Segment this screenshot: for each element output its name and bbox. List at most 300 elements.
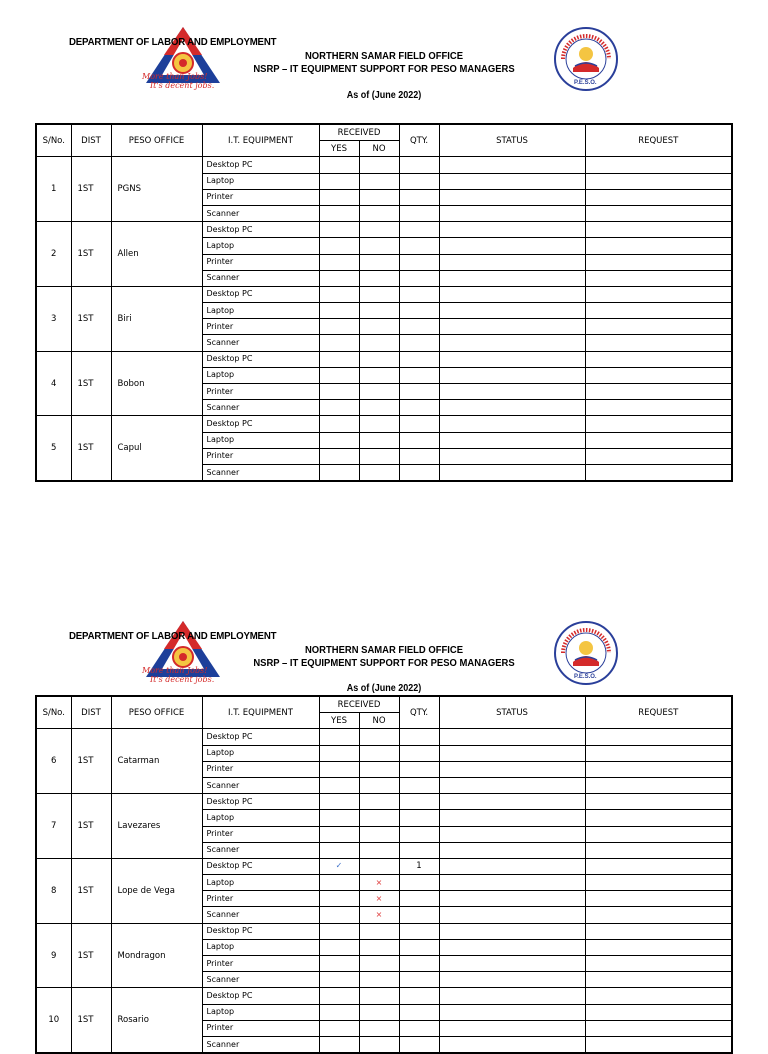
received-no-cell[interactable] — [359, 810, 399, 826]
received-yes-cell[interactable] — [319, 400, 359, 416]
request-cell[interactable] — [585, 448, 732, 464]
received-no-cell[interactable] — [359, 923, 399, 939]
qty-cell[interactable] — [399, 972, 439, 988]
col-request: REQUEST — [585, 124, 732, 157]
received-no-cell[interactable] — [359, 761, 399, 777]
received-no-cell[interactable] — [359, 1036, 399, 1053]
qty-cell[interactable] — [399, 400, 439, 416]
sno-cell: 1 — [36, 157, 71, 222]
equipment-cell: Laptop — [202, 939, 319, 955]
col-sno: S/No. — [36, 696, 71, 729]
col-office: PESO OFFICE — [111, 124, 202, 157]
qty-cell[interactable] — [399, 794, 439, 810]
as-of-date: As of (June 2022) — [346, 90, 422, 101]
office-cell: Capul — [111, 416, 202, 481]
equipment-cell: Desktop PC — [202, 416, 319, 432]
received-yes-cell[interactable] — [319, 988, 359, 1004]
request-cell[interactable] — [585, 1004, 732, 1020]
received-no-cell[interactable] — [359, 173, 399, 189]
equipment-cell: Printer — [202, 319, 319, 335]
qty-cell[interactable] — [399, 351, 439, 367]
status-cell[interactable] — [439, 432, 585, 448]
office-cell: Allen — [111, 222, 202, 287]
equipment-cell: Printer — [202, 891, 319, 907]
status-cell[interactable] — [439, 400, 585, 416]
qty-cell[interactable] — [399, 1036, 439, 1053]
received-no-cell[interactable] — [359, 826, 399, 842]
equipment-cell: Desktop PC — [202, 222, 319, 238]
request-cell[interactable] — [585, 238, 732, 254]
qty-cell[interactable] — [399, 777, 439, 793]
equipment-cell: Laptop — [202, 238, 319, 254]
received-yes-cell[interactable] — [319, 205, 359, 221]
table-row — [36, 858, 732, 874]
received-yes-cell[interactable] — [319, 270, 359, 286]
qty-cell[interactable] — [399, 448, 439, 464]
status-cell[interactable] — [439, 464, 585, 481]
equipment-cell: Laptop — [202, 367, 319, 383]
request-cell[interactable] — [585, 432, 732, 448]
received-no-cell[interactable] — [359, 939, 399, 955]
received-no-cell[interactable] — [359, 729, 399, 745]
received-no-cell[interactable] — [359, 794, 399, 810]
status-cell[interactable] — [439, 189, 585, 205]
received-yes-cell[interactable] — [319, 189, 359, 205]
col-equipment: I.T. EQUIPMENT — [202, 696, 319, 729]
col-yes: YES — [319, 141, 359, 157]
request-cell[interactable] — [585, 972, 732, 988]
qty-cell[interactable] — [399, 432, 439, 448]
col-no: NO — [359, 713, 399, 729]
received-no-cell[interactable] — [359, 189, 399, 205]
received-yes-cell[interactable] — [319, 384, 359, 400]
qty-cell[interactable] — [399, 826, 439, 842]
received-yes-cell[interactable] — [319, 286, 359, 302]
received-no-cell[interactable] — [359, 972, 399, 988]
qty-cell[interactable] — [399, 907, 439, 923]
request-cell[interactable] — [585, 189, 732, 205]
cross-icon[interactable]: × — [359, 907, 399, 923]
received-no-cell[interactable] — [359, 1004, 399, 1020]
equipment-cell: Printer — [202, 189, 319, 205]
received-no-cell[interactable] — [359, 956, 399, 972]
equipment-table — [35, 695, 733, 1054]
request-cell[interactable] — [585, 351, 732, 367]
equipment-cell: Scanner — [202, 270, 319, 286]
qty-cell[interactable] — [399, 988, 439, 1004]
table-row — [36, 222, 732, 238]
received-yes-cell[interactable] — [319, 810, 359, 826]
dist-cell: 1ST — [71, 794, 111, 859]
received-no-cell[interactable] — [359, 400, 399, 416]
equipment-cell: Scanner — [202, 777, 319, 793]
request-cell[interactable] — [585, 384, 732, 400]
received-no-cell[interactable] — [359, 988, 399, 1004]
qty-cell[interactable] — [399, 729, 439, 745]
equipment-cell: Scanner — [202, 400, 319, 416]
request-cell[interactable] — [585, 907, 732, 923]
received-yes-cell[interactable] — [319, 923, 359, 939]
equipment-cell: Scanner — [202, 205, 319, 221]
status-cell[interactable] — [439, 810, 585, 826]
status-cell[interactable] — [439, 1036, 585, 1053]
qty-cell[interactable] — [399, 464, 439, 481]
qty-cell[interactable] — [399, 939, 439, 955]
received-yes-cell[interactable] — [319, 238, 359, 254]
received-yes-cell[interactable] — [319, 956, 359, 972]
received-yes-cell[interactable] — [319, 826, 359, 842]
received-no-cell[interactable] — [359, 367, 399, 383]
received-yes-cell[interactable] — [319, 794, 359, 810]
received-yes-cell[interactable] — [319, 335, 359, 351]
received-no-cell[interactable] — [359, 335, 399, 351]
received-yes-cell[interactable] — [319, 761, 359, 777]
qty-cell[interactable] — [399, 173, 439, 189]
received-yes-cell[interactable] — [319, 1020, 359, 1036]
received-yes-cell[interactable] — [319, 157, 359, 173]
received-yes-cell[interactable] — [319, 351, 359, 367]
request-cell[interactable] — [585, 335, 732, 351]
received-yes-cell[interactable] — [319, 173, 359, 189]
office-cell: Lope de Vega — [111, 858, 202, 923]
status-cell[interactable] — [439, 335, 585, 351]
table-row — [36, 416, 732, 432]
request-cell[interactable] — [585, 1020, 732, 1036]
status-cell[interactable] — [439, 988, 585, 1004]
request-cell[interactable] — [585, 810, 732, 826]
request-cell[interactable] — [585, 761, 732, 777]
qty-cell[interactable] — [399, 286, 439, 302]
equipment-cell: Desktop PC — [202, 988, 319, 1004]
status-cell[interactable] — [439, 173, 585, 189]
received-yes-cell[interactable] — [319, 842, 359, 858]
sno-cell: 7 — [36, 794, 71, 859]
table-row — [36, 988, 732, 1004]
col-yes: YES — [319, 713, 359, 729]
program-title: NSRP – IT EQUIPMENT SUPPORT FOR PESO MANAGERS — [253, 657, 515, 669]
office-cell: Mondragon — [111, 923, 202, 988]
received-no-cell[interactable] — [359, 303, 399, 319]
received-no-cell[interactable] — [359, 858, 399, 874]
status-cell[interactable] — [439, 875, 585, 891]
qty-cell[interactable] — [399, 891, 439, 907]
received-yes-cell[interactable] — [319, 972, 359, 988]
equipment-cell: Scanner — [202, 907, 319, 923]
equipment-cell: Desktop PC — [202, 923, 319, 939]
request-cell[interactable] — [585, 794, 732, 810]
request-cell[interactable] — [585, 956, 732, 972]
sno-cell: 6 — [36, 729, 71, 794]
request-cell[interactable] — [585, 875, 732, 891]
status-cell[interactable] — [439, 448, 585, 464]
col-equipment: I.T. EQUIPMENT — [202, 124, 319, 157]
status-cell[interactable] — [439, 367, 585, 383]
qty-cell[interactable] — [399, 923, 439, 939]
qty-cell[interactable] — [399, 270, 439, 286]
status-cell[interactable] — [439, 777, 585, 793]
qty-cell[interactable] — [399, 238, 439, 254]
equipment-cell: Scanner — [202, 335, 319, 351]
equipment-cell: Printer — [202, 1020, 319, 1036]
received-no-cell[interactable] — [359, 777, 399, 793]
request-cell[interactable] — [585, 923, 732, 939]
qty-cell[interactable] — [399, 205, 439, 221]
sno-cell: 5 — [36, 416, 71, 481]
received-no-cell[interactable] — [359, 1020, 399, 1036]
qty-cell[interactable] — [399, 1004, 439, 1020]
status-cell[interactable] — [439, 205, 585, 221]
dole-slogan-line-2: It's decent jobs. — [150, 81, 215, 90]
col-received: RECEIVED — [319, 124, 399, 141]
status-cell[interactable] — [439, 270, 585, 286]
received-no-cell[interactable] — [359, 384, 399, 400]
status-cell[interactable] — [439, 761, 585, 777]
equipment-cell: Laptop — [202, 303, 319, 319]
status-cell[interactable] — [439, 794, 585, 810]
status-cell[interactable] — [439, 286, 585, 302]
request-cell[interactable] — [585, 858, 732, 874]
received-no-cell[interactable] — [359, 238, 399, 254]
received-yes-cell[interactable] — [319, 745, 359, 761]
dist-cell: 1ST — [71, 157, 111, 222]
qty-cell[interactable] — [399, 416, 439, 432]
received-no-cell[interactable] — [359, 319, 399, 335]
received-yes-cell[interactable] — [319, 367, 359, 383]
dist-cell: 1ST — [71, 416, 111, 481]
equipment-table — [35, 123, 733, 482]
qty-cell[interactable] — [399, 1020, 439, 1036]
request-cell[interactable] — [585, 777, 732, 793]
status-cell[interactable] — [439, 303, 585, 319]
equipment-cell: Scanner — [202, 464, 319, 481]
field-office-title: NORTHERN SAMAR FIELD OFFICE — [304, 644, 464, 656]
received-yes-cell[interactable] — [319, 939, 359, 955]
received-yes-cell[interactable] — [319, 432, 359, 448]
received-yes-cell[interactable] — [319, 303, 359, 319]
received-yes-cell[interactable] — [319, 907, 359, 923]
equipment-cell: Laptop — [202, 173, 319, 189]
qty-cell[interactable] — [399, 875, 439, 891]
received-no-cell[interactable] — [359, 270, 399, 286]
request-cell[interactable] — [585, 729, 732, 745]
received-yes-cell[interactable] — [319, 319, 359, 335]
received-yes-cell[interactable] — [319, 1004, 359, 1020]
col-status: STATUS — [439, 124, 585, 157]
received-no-cell[interactable] — [359, 432, 399, 448]
request-cell[interactable] — [585, 939, 732, 955]
sno-cell: 9 — [36, 923, 71, 988]
equipment-cell: Printer — [202, 254, 319, 270]
status-cell[interactable] — [439, 222, 585, 238]
qty-cell[interactable] — [399, 367, 439, 383]
equipment-cell: Laptop — [202, 432, 319, 448]
document-page-2 — [0, 594, 768, 1049]
request-cell[interactable] — [585, 1036, 732, 1053]
received-yes-cell[interactable] — [319, 777, 359, 793]
equipment-cell: Desktop PC — [202, 729, 319, 745]
qty-cell[interactable] — [399, 745, 439, 761]
equipment-cell: Desktop PC — [202, 858, 319, 874]
received-yes-cell[interactable] — [319, 222, 359, 238]
equipment-cell: Printer — [202, 384, 319, 400]
status-cell[interactable] — [439, 745, 585, 761]
received-yes-cell[interactable] — [319, 729, 359, 745]
status-cell[interactable] — [439, 157, 585, 173]
table-row — [36, 157, 732, 173]
col-request: REQUEST — [585, 696, 732, 729]
status-cell[interactable] — [439, 891, 585, 907]
received-yes-cell[interactable] — [319, 464, 359, 481]
received-no-cell[interactable] — [359, 842, 399, 858]
equipment-cell: Desktop PC — [202, 351, 319, 367]
office-cell: Lavezares — [111, 794, 202, 859]
table-row — [36, 923, 732, 939]
dist-cell: 1ST — [71, 858, 111, 923]
received-no-cell[interactable] — [359, 745, 399, 761]
status-cell[interactable] — [439, 1004, 585, 1020]
cross-icon[interactable]: × — [359, 875, 399, 891]
table-body — [36, 729, 732, 1053]
equipment-cell: Laptop — [202, 745, 319, 761]
qty-cell[interactable] — [399, 254, 439, 270]
request-cell[interactable] — [585, 367, 732, 383]
status-cell[interactable] — [439, 1020, 585, 1036]
qty-cell[interactable] — [399, 303, 439, 319]
dist-cell: 1ST — [71, 351, 111, 416]
status-cell[interactable] — [439, 729, 585, 745]
received-no-cell[interactable] — [359, 351, 399, 367]
request-cell[interactable] — [585, 254, 732, 270]
qty-cell[interactable] — [399, 319, 439, 335]
equipment-cell: Laptop — [202, 875, 319, 891]
sno-cell: 3 — [36, 286, 71, 351]
received-yes-cell[interactable] — [319, 875, 359, 891]
qty-cell[interactable] — [399, 810, 439, 826]
received-yes-cell[interactable] — [319, 254, 359, 270]
request-cell[interactable] — [585, 270, 732, 286]
dole-slogan-line-2: It's decent jobs. — [150, 675, 215, 684]
status-cell[interactable] — [439, 842, 585, 858]
table-header — [36, 124, 732, 157]
qty-cell[interactable] — [399, 842, 439, 858]
qty-cell[interactable] — [399, 761, 439, 777]
equipment-cell: Printer — [202, 826, 319, 842]
received-no-cell[interactable] — [359, 222, 399, 238]
qty-cell[interactable] — [399, 222, 439, 238]
request-cell[interactable] — [585, 416, 732, 432]
department-name: DEPARTMENT OF LABOR AND EMPLOYMENT — [69, 36, 277, 48]
qty-cell[interactable] — [399, 384, 439, 400]
dist-cell: 1ST — [71, 222, 111, 287]
status-cell[interactable] — [439, 384, 585, 400]
received-yes-cell[interactable] — [319, 416, 359, 432]
table-header — [36, 696, 732, 729]
dole-slogan-line-1: More than Jobs! — [142, 72, 208, 81]
received-yes-cell[interactable] — [319, 891, 359, 907]
equipment-cell: Desktop PC — [202, 157, 319, 173]
col-qty: QTY. — [399, 124, 439, 157]
sno-cell: 8 — [36, 858, 71, 923]
request-cell[interactable] — [585, 157, 732, 173]
status-cell[interactable] — [439, 254, 585, 270]
received-yes-cell[interactable] — [319, 448, 359, 464]
request-cell[interactable] — [585, 319, 732, 335]
request-cell[interactable] — [585, 745, 732, 761]
document-page-1 — [0, 0, 768, 500]
status-cell[interactable] — [439, 238, 585, 254]
received-no-cell[interactable] — [359, 254, 399, 270]
dist-cell: 1ST — [71, 988, 111, 1053]
request-cell[interactable] — [585, 826, 732, 842]
status-cell[interactable] — [439, 939, 585, 955]
request-cell[interactable] — [585, 842, 732, 858]
received-no-cell[interactable] — [359, 448, 399, 464]
col-dist: DIST — [71, 696, 111, 729]
dist-cell: 1ST — [71, 286, 111, 351]
equipment-cell: Desktop PC — [202, 794, 319, 810]
status-cell[interactable] — [439, 826, 585, 842]
qty-cell[interactable] — [399, 335, 439, 351]
dist-cell: 1ST — [71, 729, 111, 794]
check-icon[interactable]: ✓ — [319, 858, 359, 874]
col-dist: DIST — [71, 124, 111, 157]
col-sno: S/No. — [36, 124, 71, 157]
request-cell[interactable] — [585, 222, 732, 238]
received-no-cell[interactable] — [359, 464, 399, 481]
qty-cell[interactable] — [399, 189, 439, 205]
received-yes-cell[interactable] — [319, 1036, 359, 1053]
qty-cell[interactable] — [399, 157, 439, 173]
sno-cell: 10 — [36, 988, 71, 1053]
status-cell[interactable] — [439, 858, 585, 874]
request-cell[interactable] — [585, 988, 732, 1004]
office-cell: Bobon — [111, 351, 202, 416]
cross-icon[interactable]: × — [359, 891, 399, 907]
received-no-cell[interactable] — [359, 157, 399, 173]
status-cell[interactable] — [439, 907, 585, 923]
status-cell[interactable] — [439, 351, 585, 367]
qty-cell[interactable]: 1 — [399, 858, 439, 874]
request-cell[interactable] — [585, 464, 732, 481]
equipment-cell: Scanner — [202, 842, 319, 858]
received-no-cell[interactable] — [359, 416, 399, 432]
request-cell[interactable] — [585, 205, 732, 221]
request-cell[interactable] — [585, 891, 732, 907]
status-cell[interactable] — [439, 319, 585, 335]
status-cell[interactable] — [439, 416, 585, 432]
qty-cell[interactable] — [399, 956, 439, 972]
equipment-cell: Printer — [202, 448, 319, 464]
request-cell[interactable] — [585, 400, 732, 416]
request-cell[interactable] — [585, 286, 732, 302]
office-cell: Biri — [111, 286, 202, 351]
equipment-cell: Desktop PC — [202, 286, 319, 302]
equipment-cell: Printer — [202, 761, 319, 777]
table-row — [36, 351, 732, 367]
table-body — [36, 157, 732, 481]
col-received: RECEIVED — [319, 696, 399, 713]
request-cell[interactable] — [585, 173, 732, 189]
table-row — [36, 794, 732, 810]
field-office-title: NORTHERN SAMAR FIELD OFFICE — [304, 50, 464, 62]
request-cell[interactable] — [585, 303, 732, 319]
received-no-cell[interactable] — [359, 205, 399, 221]
department-name: DEPARTMENT OF LABOR AND EMPLOYMENT — [69, 630, 277, 642]
status-cell[interactable] — [439, 956, 585, 972]
status-cell[interactable] — [439, 923, 585, 939]
received-no-cell[interactable] — [359, 286, 399, 302]
status-cell[interactable] — [439, 972, 585, 988]
